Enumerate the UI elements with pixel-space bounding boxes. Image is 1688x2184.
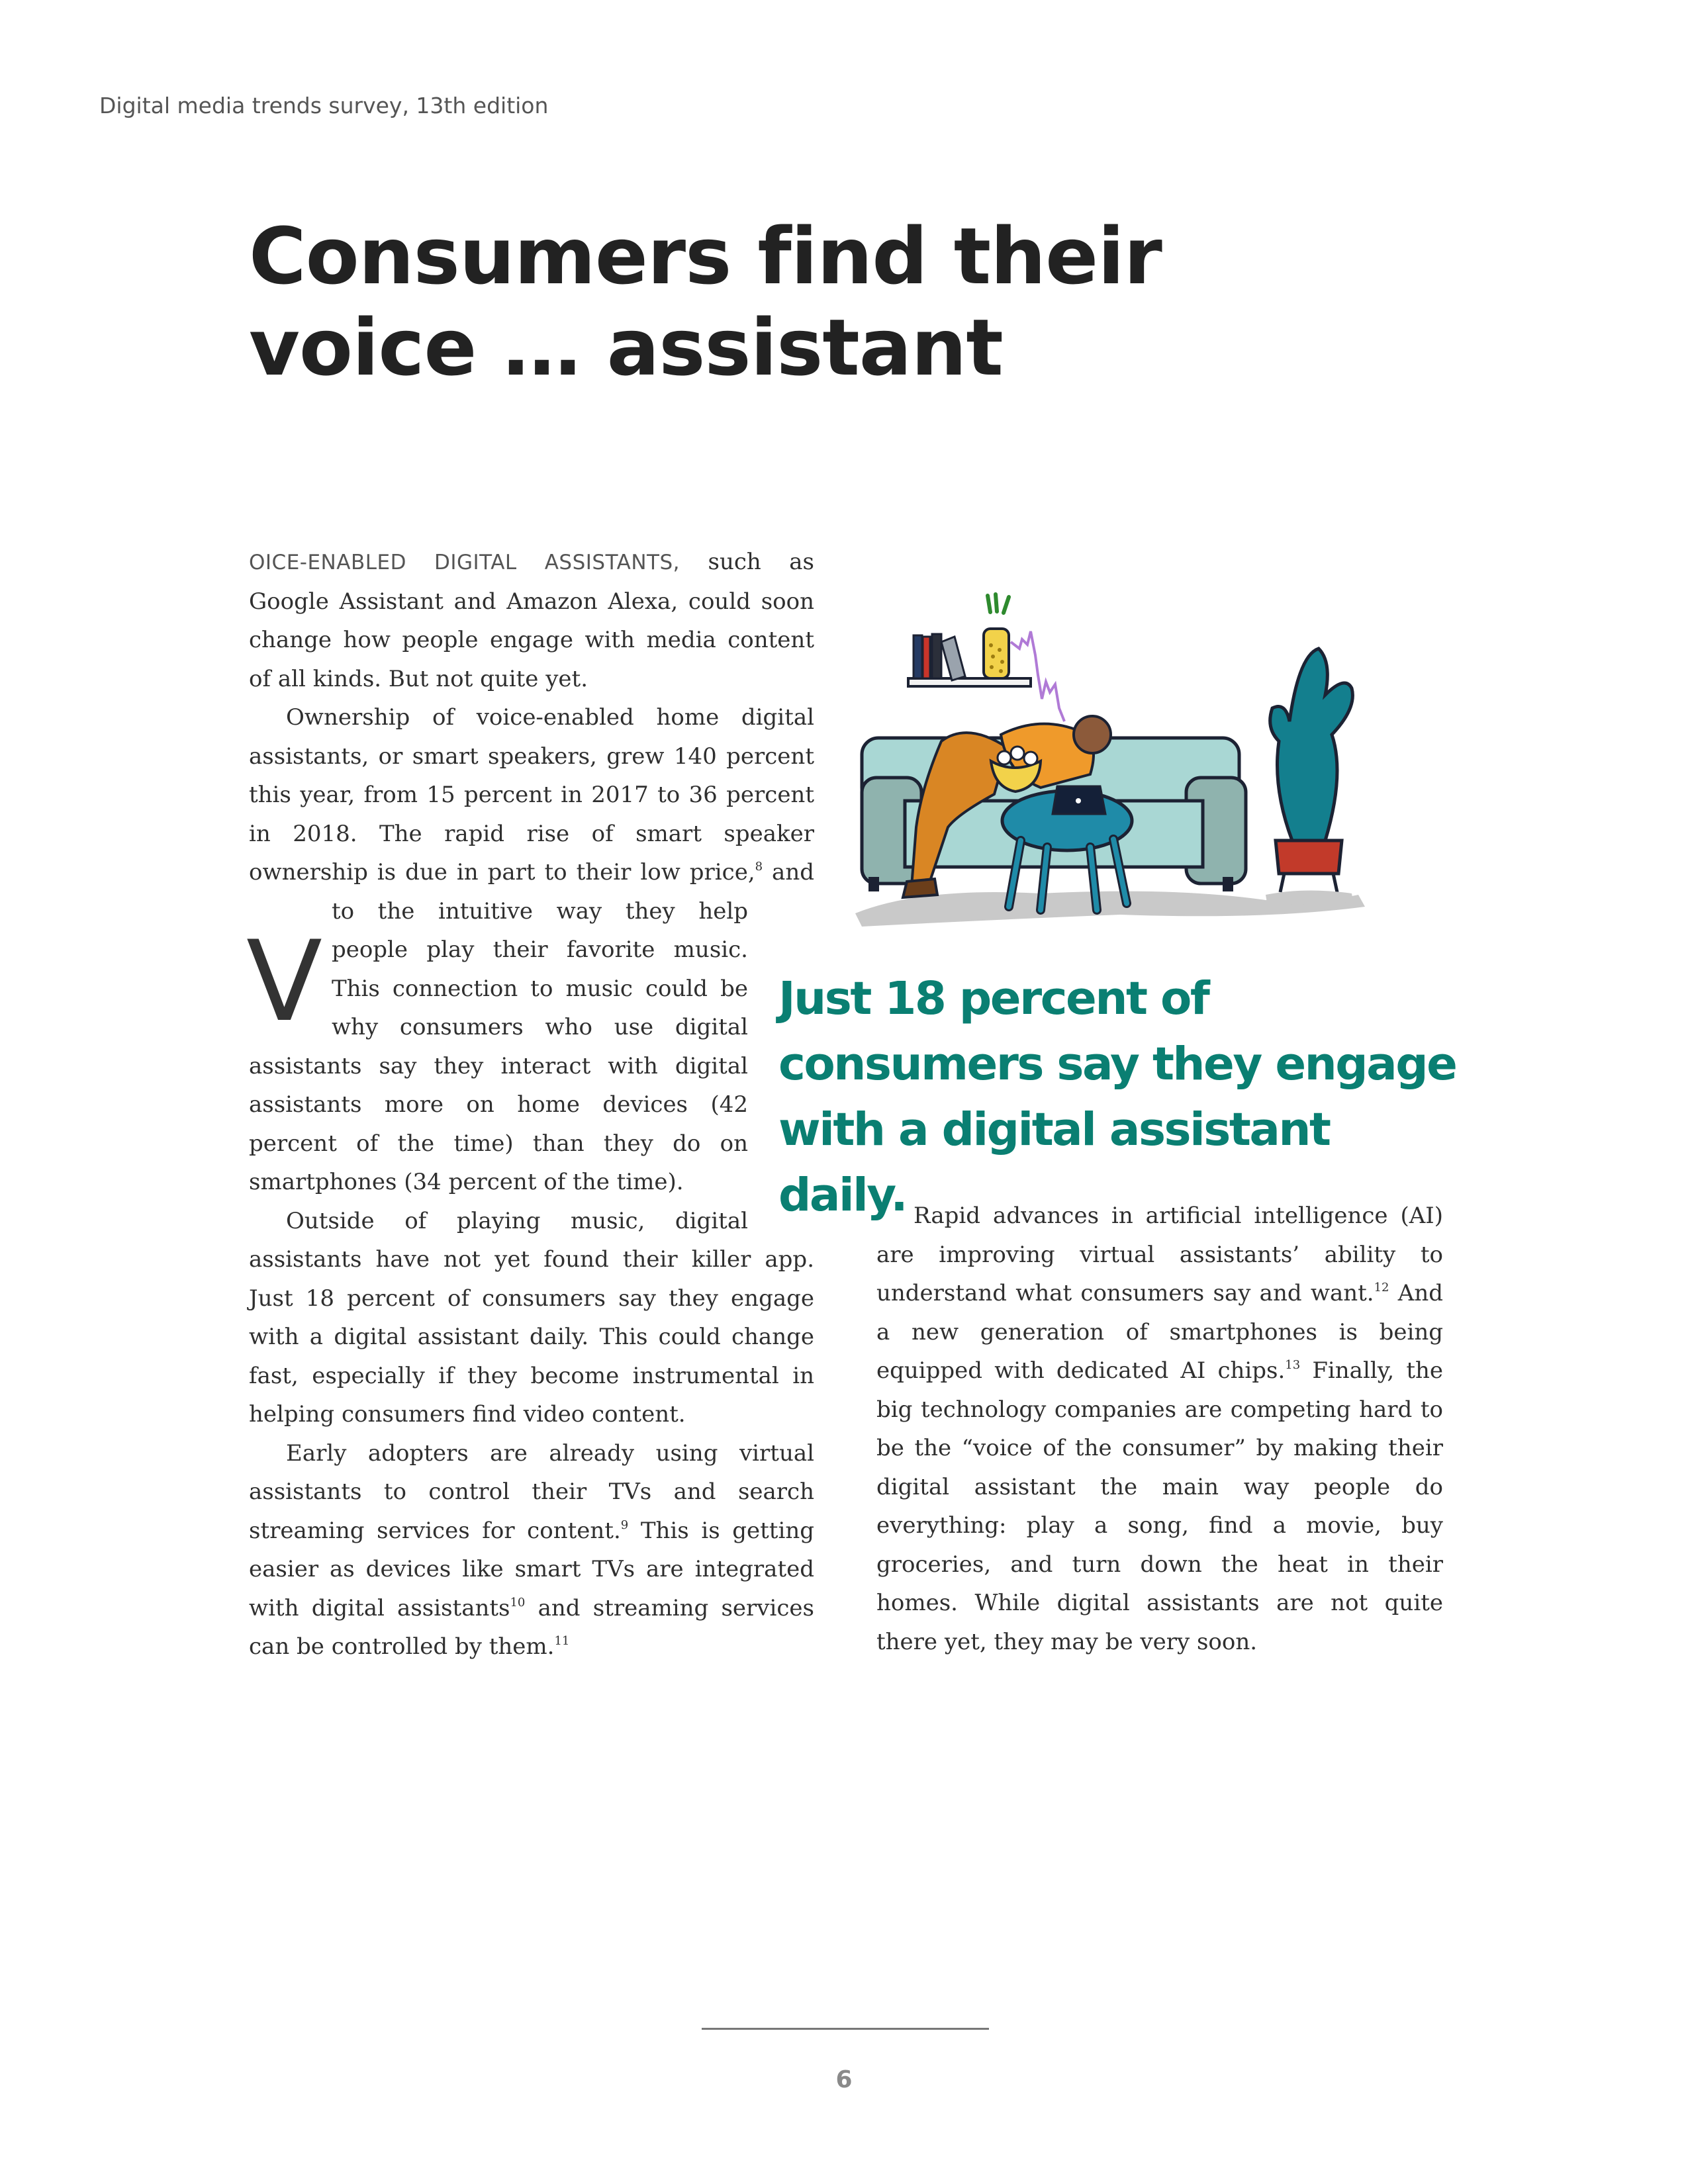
paragraph-text: And a new generation of smartphones is being equipped with dedicated AI chips. <box>876 1280 1443 1384</box>
body-paragraph-2 <box>249 698 814 1202</box>
footnote-ref: 12 <box>1374 1281 1389 1295</box>
paragraph-text: Finally, the big technology companies are competing hard to be the “voice of the consumer” by making their digital assistant the main way people do everything: play a song, find a movie, buy groceries, and turn down the heat in their homes. While digital assistants are not quite there yet, they may be very soon. <box>876 1357 1444 1655</box>
footer-rule <box>702 2028 989 2030</box>
body-paragraph-5 <box>876 1197 1443 1661</box>
drop-cap: V <box>246 917 322 1046</box>
page-title-line-1: Consumers find their <box>249 210 1162 302</box>
paragraph-text: Early adopters are already using virtual assistants to control their TVs and search streaming services for content. <box>249 1439 814 1544</box>
paragraph-text: and to the intuitive way they help people play their favorite music. This connection to music could be why consumers who use digital assistants say they interact with digital assistants more on home devices (42 percent of the time) than they do on smartphones (34 percent of the time). <box>249 859 814 1195</box>
lead-in: OICE-ENABLED DIGITAL ASSISTANTS, <box>249 551 680 574</box>
paragraph-text: such as Google Assistant and Amazon Alexa, could soon change how people engage with media content of all kinds. But not quite yet. <box>249 549 815 692</box>
paragraph-text: Rapid advances in artificial intelligence (AI) are improving virtual assistants’ ability to understand what consumers say and want. <box>876 1203 1443 1306</box>
paragraph-text: This is getting easier as devices like smart TVs are integrated with digital assistants <box>249 1517 814 1621</box>
paragraph-text: Ownership of voice-enabled home digital assistants, or smart speakers, grew 140 percent this year, from 15 percent in 2017 to 36 percent in 2018. The rapid rise of smart speaker ownership is due in part to their low price, <box>249 704 814 886</box>
footnote-ref: 9 <box>620 1518 629 1532</box>
page-title-line-2: voice … assistant <box>249 302 1003 393</box>
body-paragraph-4 <box>249 1434 814 1666</box>
pull-quote: Just 18 percent of consumers say they engage with a digital assistant daily. <box>778 972 1456 1222</box>
running-head: Digital media trends survey, 13th edition <box>99 93 549 118</box>
person-on-couch-illustration <box>842 576 1372 946</box>
footnote-ref: 8 <box>755 860 763 874</box>
right-column <box>876 1197 1443 1661</box>
footnote-ref: 11 <box>554 1634 570 1648</box>
footnote-ref: 13 <box>1285 1358 1301 1372</box>
footnote-ref: 10 <box>510 1595 526 1610</box>
page-number: 6 <box>835 2066 853 2093</box>
left-column <box>246 543 815 1666</box>
page-title <box>249 210 1176 393</box>
body-paragraph-3: Outside of playing music, digital assistants have not yet found their killer app. Just 18 percent of consumers say they engage with a digital assistant daily. This could change fast, especially if they become instrumental in helping consumers find video content. <box>249 1207 814 1428</box>
paragraph-text: and streaming services can be controlled by them. <box>249 1594 815 1660</box>
